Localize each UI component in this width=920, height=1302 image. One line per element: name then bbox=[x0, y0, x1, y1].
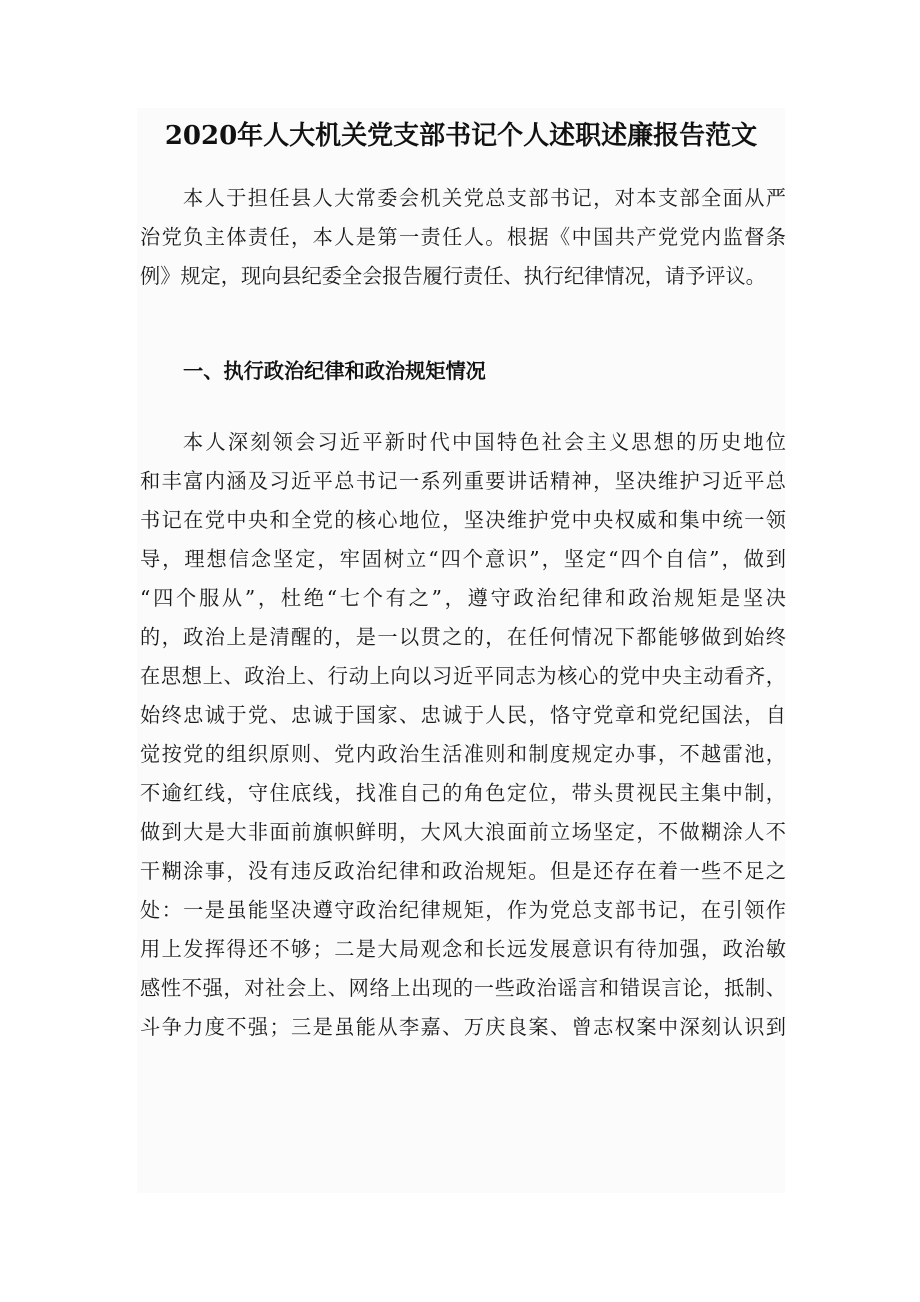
paragraph-line: 做到大是大非面前旗帜鲜明，大风大浪面前立场坚定，不做糊涂人不 bbox=[140, 820, 786, 844]
paragraph-line: 处：一是虽能坚决遵守政治纪律规矩，作为党总支部书记，在引领作 bbox=[140, 898, 786, 922]
paragraph-line: 治党负主体责任，本人是第一责任人。根据《中国共产党党内监督条 bbox=[140, 225, 786, 249]
section1-paragraph bbox=[140, 423, 786, 1047]
paragraph-line: 用上发挥得还不够；二是大局观念和长远发展意识有待加强，政治敏 bbox=[140, 937, 786, 961]
section-heading: 一、执行政治纪律和政治规矩情况 bbox=[183, 359, 486, 383]
paragraph-line: 书记在党中央和全党的核心地位，坚决维护党中央权威和集中统一领 bbox=[140, 508, 786, 532]
intro-paragraph bbox=[140, 179, 786, 296]
paragraph-line: 不逾红线，守住底线，找准自己的角色定位，带头贯视民主集中制， bbox=[140, 781, 786, 805]
paragraph-line: 导，理想信念坚定，牢固树立“四个意识”，坚定“四个自信”，做到 bbox=[140, 547, 786, 571]
paragraph-line: 和丰富内涵及习近平总书记一系列重要讲话精神，坚决维护习近平总 bbox=[140, 469, 786, 493]
paragraph-line: 例》规定，现向县纪委全会报告履行责任、执行纪律情况，请予评议。 bbox=[140, 264, 766, 288]
paragraph-line: 感性不强，对社会上、网络上出现的一些政治谣言和错误言论，抵制、 bbox=[140, 976, 786, 1000]
paragraph-line: 干糊涂事，没有违反政治纪律和政治规矩。但是还存在着一些不足之 bbox=[140, 859, 786, 883]
paragraph-line: 斗争力度不强；三是虽能从李嘉、万庆良案、曾志权案中深刻认识到 bbox=[140, 1015, 786, 1039]
paragraph-line: 觉按党的组织原则、党内政治生活准则和制度规定办事，不越雷池， bbox=[140, 742, 786, 766]
paragraph-line: 本人于担任县人大常委会机关党总支部书记，对本支部全面从严 bbox=[183, 186, 786, 210]
paragraph-line: 的，政治上是清醒的，是一以贯之的，在任何情况下都能够做到始终 bbox=[140, 625, 786, 649]
paragraph-line: 在思想上、政治上、行动上向以习近平同志为核心的党中央主动看齐， bbox=[140, 664, 786, 688]
document-title: 2020年人大机关党支部书记个人述职述廉报告范文 bbox=[164, 121, 758, 151]
paragraph-line: 始终忠诚于党、忠诚于国家、忠诚于人民，恪守党章和党纪国法，自 bbox=[140, 703, 786, 727]
paragraph-line: 本人深刻领会习近平新时代中国特色社会主义思想的历史地位 bbox=[183, 430, 786, 454]
paragraph-line: “四个服从”，杜绝“七个有之”，遵守政治纪律和政治规矩是坚决 bbox=[140, 586, 786, 610]
